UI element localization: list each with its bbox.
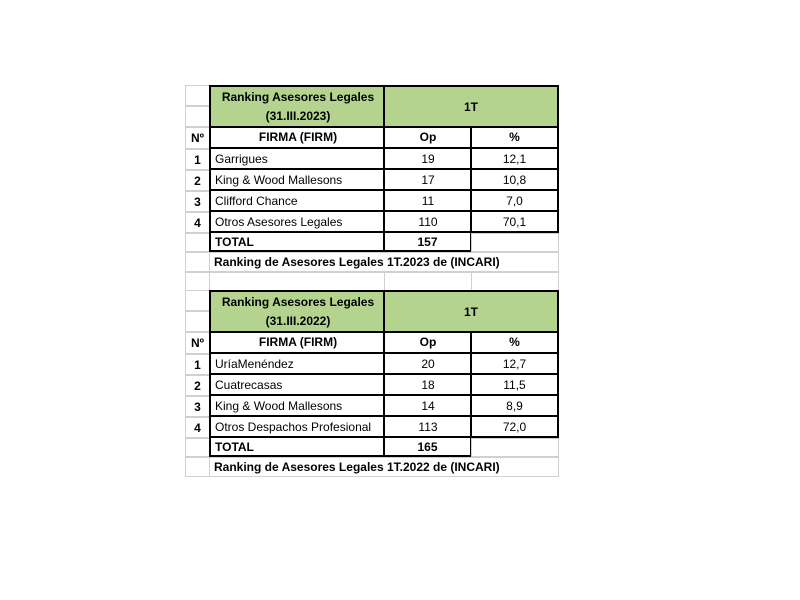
total-label: TOTAL xyxy=(209,233,385,252)
pct-value: 12,1 xyxy=(470,149,559,170)
empty-cell xyxy=(185,85,210,106)
op-value: 110 xyxy=(383,212,471,233)
period-header xyxy=(383,85,559,128)
firm-name: King & Wood Mallesons xyxy=(209,170,385,191)
empty-cell xyxy=(185,233,210,252)
pct-value: 72,0 xyxy=(470,417,559,438)
empty-cell xyxy=(471,438,559,457)
table-title-line2: (31.III.2022) xyxy=(265,313,331,328)
row-number: 4 xyxy=(185,212,210,233)
total-label: TOTAL xyxy=(209,438,385,457)
col-header-firm: FIRMA (FIRM) xyxy=(209,332,385,354)
firm-name: Garrigues xyxy=(209,149,385,170)
firm-name: King & Wood Mallesons xyxy=(209,396,385,417)
table-source-note: Ranking de Asesores Legales 1T.2022 de (INCARI) xyxy=(209,457,559,477)
pct-value: 70,1 xyxy=(470,212,559,233)
row-number: 2 xyxy=(185,170,210,191)
op-value: 18 xyxy=(383,375,471,396)
pct-value: 11,5 xyxy=(470,375,559,396)
row-number: 1 xyxy=(185,354,210,375)
empty-cell xyxy=(185,252,210,272)
table-title xyxy=(209,290,385,333)
period-header xyxy=(383,290,559,333)
firm-name: UríaMenéndez xyxy=(209,354,385,375)
pct-value: 12,7 xyxy=(470,354,559,375)
firm-name: Otros Asesores Legales xyxy=(209,212,385,233)
col-header-n: Nº xyxy=(185,127,210,149)
op-value: 17 xyxy=(383,170,471,191)
empty-cell xyxy=(185,106,210,127)
empty-cell xyxy=(384,272,472,291)
col-header-op: Op xyxy=(383,127,471,149)
op-value: 14 xyxy=(383,396,471,417)
empty-cell xyxy=(185,311,210,332)
firm-name: Cuatrecasas xyxy=(209,375,385,396)
table-source-note: Ranking de Asesores Legales 1T.2023 de (INCARI) xyxy=(209,252,559,272)
pct-value: 10,8 xyxy=(470,170,559,191)
firm-name: Clifford Chance xyxy=(209,191,385,212)
period-label: 1T xyxy=(463,304,478,319)
row-number: 1 xyxy=(185,149,210,170)
empty-cell xyxy=(185,438,210,457)
op-value: 19 xyxy=(383,149,471,170)
col-header-n: Nº xyxy=(185,332,210,354)
table-title-line2: (31.III.2023) xyxy=(265,108,331,123)
table-title-line1: Ranking Asesores Legales xyxy=(221,294,375,309)
row-number: 2 xyxy=(185,375,210,396)
col-header-op: Op xyxy=(383,332,471,354)
op-value: 113 xyxy=(383,417,471,438)
empty-cell xyxy=(185,290,210,311)
col-header-firm: FIRMA (FIRM) xyxy=(209,127,385,149)
empty-cell xyxy=(471,233,559,252)
op-value: 20 xyxy=(383,354,471,375)
total-value: 157 xyxy=(383,233,472,252)
table-title-line1: Ranking Asesores Legales xyxy=(221,89,375,104)
firm-name: Otros Despachos Profesional xyxy=(209,417,385,438)
total-value: 165 xyxy=(383,438,472,457)
table-title xyxy=(209,85,385,128)
empty-cell xyxy=(185,457,210,477)
empty-cell xyxy=(185,272,210,291)
row-number: 4 xyxy=(185,417,210,438)
row-number: 3 xyxy=(185,191,210,212)
period-label: 1T xyxy=(463,99,478,114)
pct-value: 8,9 xyxy=(470,396,559,417)
col-header-pct: % xyxy=(470,127,559,149)
row-number: 3 xyxy=(185,396,210,417)
col-header-pct: % xyxy=(470,332,559,354)
pct-value: 7,0 xyxy=(470,191,559,212)
empty-cell xyxy=(471,272,559,291)
empty-cell xyxy=(209,272,385,291)
op-value: 11 xyxy=(383,191,471,212)
